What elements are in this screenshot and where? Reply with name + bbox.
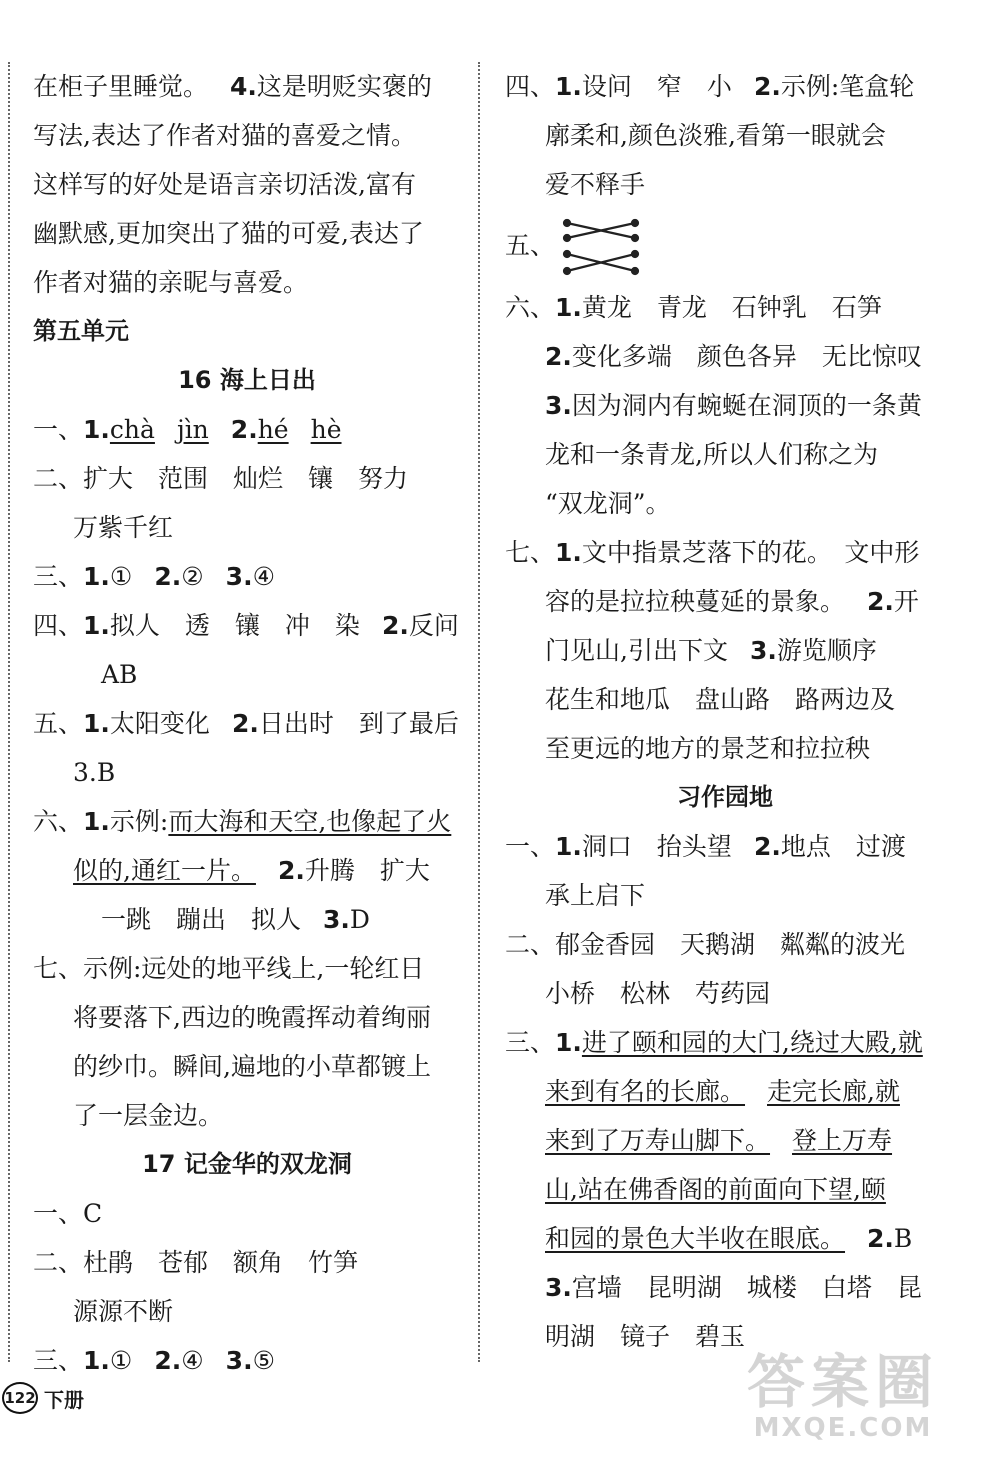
question-6-cont: “双龙洞”。	[545, 489, 671, 518]
question-2: 二、杜鹃 苍郁 额角 竹笋	[33, 1248, 359, 1277]
question-4: 四、1.拟人 透 镶 冲 染 2.反问	[33, 611, 459, 640]
question-6-cont: 一跳 蹦出 拟人 3.D	[101, 905, 370, 934]
question-3: 三、1.① 2.④ 3.⑤	[33, 1346, 275, 1375]
question-2-cont: 万紫千红	[73, 513, 174, 542]
question-6-part-3: 3.因为洞内有蜿蜒在洞顶的一条黄	[545, 391, 922, 420]
question-3-cont: 明湖 镜子 碧玉	[545, 1322, 746, 1351]
question-6-cont: 似的,通红一片。 2.升腾 扩大	[73, 856, 430, 885]
question-6: 六、1.黄龙 青龙 石钟乳 石笋	[505, 293, 882, 322]
question-7: 七、示例:远处的地平线上,一轮红日	[33, 954, 425, 983]
answer-line: 写法,表达了作者对猫的喜爱之情。	[33, 121, 416, 150]
question-5-cont: 3.B	[73, 758, 116, 787]
column-divider-dotted-rule	[478, 62, 480, 1362]
question-3: 三、1.① 2.② 3.④	[33, 562, 275, 591]
watermark-logo-text: 答案圈	[746, 1348, 939, 1416]
question-2: 二、郁金香园 天鹅湖 粼粼的波光	[505, 930, 906, 959]
lesson-16-title: 16 海上日出	[178, 366, 316, 394]
answer-line: 作者对猫的亲昵与喜爱。	[33, 268, 309, 297]
question-3-cont: 山,站在佛香阁的前面向下望,颐	[545, 1175, 886, 1204]
page-footer	[2, 1380, 84, 1416]
writing-section-title: 习作园地	[677, 783, 773, 811]
answer-line: 幽默感,更加突出了猫的可爱,表达了	[33, 219, 424, 248]
question-4-cont: 爱不释手	[545, 170, 646, 199]
question-1: 一、1.chà jìn 2.hé hè	[33, 415, 342, 444]
question-6-part-2: 2.变化多端 颜色各异 无比惊叹	[545, 342, 922, 371]
question-7-cont: 至更远的地方的景芝和拉拉秧	[545, 734, 871, 763]
unit-heading: 第五单元	[33, 317, 129, 345]
answer-line: 这样写的好处是语言亲切活泼,富有	[33, 170, 416, 199]
question-7-cont: 将要落下,西边的晚霞挥动着绚丽	[73, 1003, 431, 1032]
question-3-part-3: 3.宫墙 昆明湖 城楼 白塔 昆	[545, 1273, 922, 1302]
matching-lines-diagram	[561, 215, 643, 281]
page-number: 122	[2, 1382, 38, 1414]
question-1-cont: 承上启下	[545, 881, 646, 910]
question-7-cont: 了一层金边。	[73, 1101, 224, 1130]
watermark-url: MXQE.COM	[753, 1413, 933, 1443]
left-margin-dotted-rule	[8, 62, 10, 1362]
volume-label: 下册	[44, 1387, 84, 1412]
question-5: 五、	[505, 209, 945, 283]
question-6: 六、1.示例:而大海和天空,也像起了火	[33, 807, 452, 836]
question-6-cont: 龙和一条青龙,所以人们称之为	[545, 440, 878, 469]
question-1: 一、1.洞口 抬头望 2.地点 过渡	[505, 832, 906, 861]
question-7-cont: 花生和地瓜 盘山路 路两边及	[545, 685, 896, 714]
question-3-cont: 来到有名的长廊。 走完长廊,就	[545, 1077, 900, 1106]
question-3-cont: 来到了万寿山脚下。 登上万寿	[545, 1126, 893, 1155]
question-1: 一、C	[33, 1199, 103, 1228]
question-3-cont: 和园的景色大半收在眼底。 2.B	[545, 1224, 913, 1253]
question-2-cont: 源源不断	[73, 1297, 174, 1326]
answer-line: 在柜子里睡觉。 4.这是明贬实褒的	[33, 72, 432, 101]
question-4: 四、1.设问 窄 小 2.示例:笔盒轮	[505, 72, 915, 101]
question-4-cont: AB	[101, 660, 138, 689]
question-2-cont: 小桥 松林 芍药园	[545, 979, 771, 1008]
lesson-17-title: 17 记金华的双龙洞	[142, 1150, 352, 1178]
question-2: 二、扩大 范围 灿烂 镶 努力	[33, 464, 409, 493]
right-column	[505, 62, 945, 1361]
question-3: 三、1.进了颐和园的大门,绕过大殿,就	[505, 1028, 923, 1057]
question-7: 七、1.文中指景芝落下的花。 文中形	[505, 538, 920, 567]
question-7-cont: 门见山,引出下文 3.游览顺序	[545, 636, 877, 665]
question-4-cont: 廓柔和,颜色淡雅,看第一眼就会	[545, 121, 886, 150]
left-column	[33, 62, 461, 1385]
question-7-cont: 的纱巾。瞬间,遍地的小草都镀上	[73, 1052, 431, 1081]
question-5: 五、1.太阳变化 2.日出时 到了最后	[33, 709, 459, 738]
site-watermark	[708, 1348, 978, 1451]
question-7-cont: 容的是拉拉秧蔓延的景象。 2.开	[545, 587, 919, 616]
